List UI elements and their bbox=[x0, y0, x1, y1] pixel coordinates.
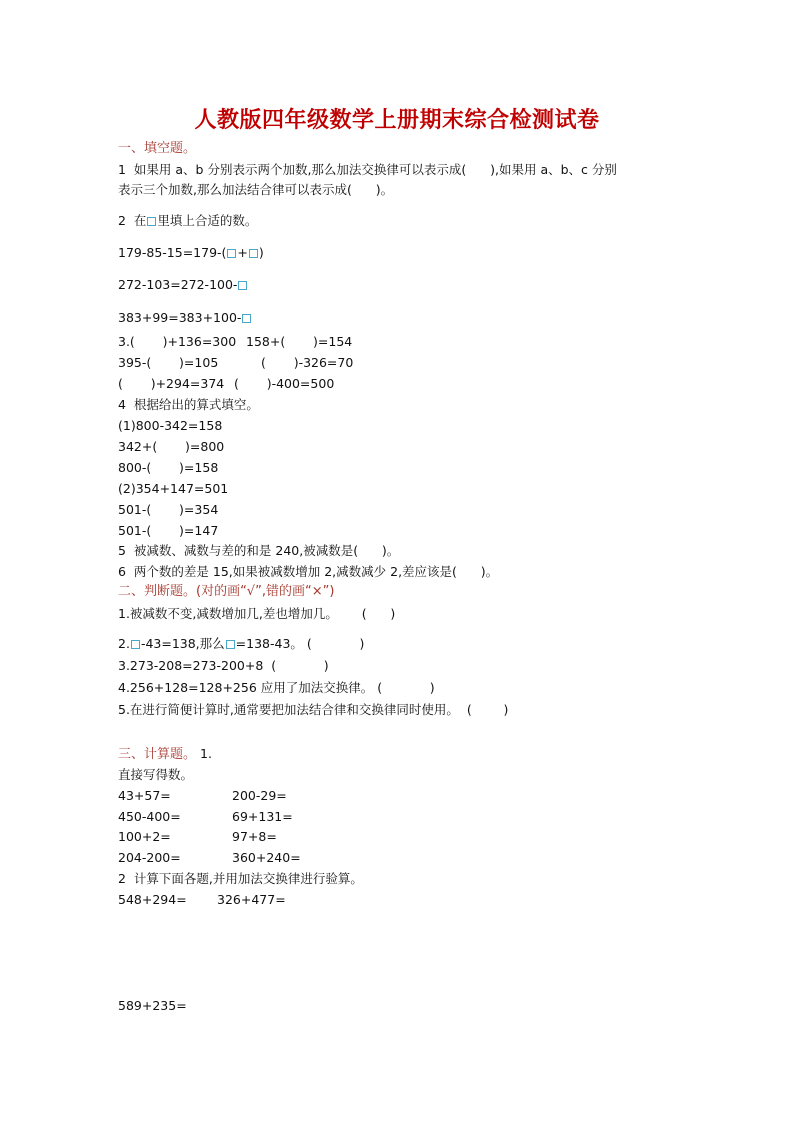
answer-box[interactable] bbox=[249, 249, 258, 258]
judge-5: 5.在进行简便计算时,通常要把加法结合律和交换律同时使用。 ( ) bbox=[118, 702, 509, 717]
answer-box[interactable] bbox=[242, 314, 251, 323]
answer-box[interactable] bbox=[227, 249, 236, 258]
q2-stem bbox=[118, 212, 257, 230]
q2-prefix: 2 在 bbox=[118, 213, 147, 228]
q4-part-2: (2)354+147=501 bbox=[118, 481, 229, 496]
direct-calc-stem: 直接写得数。 bbox=[118, 767, 194, 782]
q1-line1: 1 如果用 a、b 分别表示两个加数,那么加法交换律可以表示成( ),如果用 a、b、c 分别 bbox=[118, 162, 617, 177]
calc-row-3 bbox=[118, 828, 277, 846]
calc-item: 200-29= bbox=[232, 788, 287, 803]
q5: 5 被减数、减数与差的和是 240,被减数是( )。 bbox=[118, 543, 400, 558]
q4-part-2-b: 501-( )=147 bbox=[118, 523, 219, 538]
q6: 6 两个数的差是 15,如果被减数增加 2,减数减少 2,差应该是( )。 bbox=[118, 564, 499, 579]
judge-2 bbox=[118, 635, 364, 653]
expr-text: ( )+294=374 bbox=[118, 376, 225, 391]
expr-text: ( )-400=500 bbox=[234, 376, 335, 391]
calc-item: 360+240= bbox=[232, 850, 301, 865]
q3-row-3 bbox=[118, 375, 335, 393]
calc-item: 548+294= bbox=[118, 892, 187, 907]
calc-item: 43+57= bbox=[118, 788, 171, 803]
section-calc-heading bbox=[118, 745, 212, 764]
q3-row-2 bbox=[118, 354, 354, 372]
expr-text: 179-85-15=179-( bbox=[118, 245, 227, 260]
answer-box[interactable] bbox=[147, 217, 156, 226]
q3-row-1 bbox=[118, 333, 353, 351]
calc-item: 204-200= bbox=[118, 850, 181, 865]
calc-row-4 bbox=[118, 849, 301, 867]
section-calc-number: 1. bbox=[196, 746, 212, 761]
calc-item: 97+8= bbox=[232, 829, 277, 844]
expr-text: ) bbox=[258, 245, 264, 260]
q1-line2: 表示三个加数,那么加法结合律可以表示成( )。 bbox=[118, 182, 394, 197]
q4-part-1-a: 342+( )=800 bbox=[118, 439, 225, 454]
judge-4: 4.256+128=128+256 应用了加法交换律。 ( ) bbox=[118, 680, 435, 695]
calc-row-1 bbox=[118, 787, 287, 805]
verify-row-1 bbox=[118, 891, 286, 909]
expr-text: 395-( )=105 bbox=[118, 355, 219, 370]
verify-stem: 2 计算下面各题,并用加法交换律进行验算。 bbox=[118, 871, 363, 886]
section-judge-heading: 二、判断题。(对的画“√”,错的画“×”) bbox=[118, 584, 335, 599]
judge-3: 3.273-208=273-200+8 ( ) bbox=[118, 658, 329, 673]
calc-item: 100+2= bbox=[118, 829, 171, 844]
expr-text: 272-103=272-100- bbox=[118, 277, 238, 292]
q4-part-1-b: 800-( )=158 bbox=[118, 460, 219, 475]
expr-text: -43=138,那么 bbox=[140, 636, 225, 651]
q4-part-1: (1)800-342=158 bbox=[118, 418, 223, 433]
calc-item: 326+477= bbox=[217, 892, 286, 907]
answer-box[interactable] bbox=[131, 640, 140, 649]
expr-text: 2. bbox=[118, 636, 130, 651]
section-fill-in-heading: 一、填空题。 bbox=[118, 141, 197, 156]
expr-text: + bbox=[237, 245, 248, 260]
judge-1: 1.被减数不变,减数增加几,差也增加几。 ( ) bbox=[118, 606, 396, 621]
q2-suffix: 里填上合适的数。 bbox=[157, 213, 258, 228]
q2-expr-1 bbox=[118, 244, 264, 262]
q2-expr-3 bbox=[118, 309, 252, 327]
expr-text: 3.( )+136=300 bbox=[118, 334, 237, 349]
expr-text: =138-43。 ( ) bbox=[235, 636, 365, 651]
q4-part-2-a: 501-( )=354 bbox=[118, 502, 219, 517]
calc-item: 69+131= bbox=[232, 809, 293, 824]
expr-text: 383+99=383+100- bbox=[118, 310, 242, 325]
calc-item: 450-400= bbox=[118, 809, 181, 824]
answer-box[interactable] bbox=[238, 281, 247, 290]
q4-stem: 4 根据给出的算式填空。 bbox=[118, 397, 259, 412]
answer-box[interactable] bbox=[226, 640, 235, 649]
page-title: 人教版四年级数学上册期末综合检测试卷 bbox=[194, 107, 600, 133]
expr-text: ( )-326=70 bbox=[261, 355, 354, 370]
section-calc-title: 三、计算题。 bbox=[118, 747, 197, 762]
q2-expr-2 bbox=[118, 276, 248, 294]
expr-text: 158+( )=154 bbox=[246, 334, 353, 349]
verify-row-2: 589+235= bbox=[118, 998, 187, 1013]
calc-row-2 bbox=[118, 808, 293, 826]
